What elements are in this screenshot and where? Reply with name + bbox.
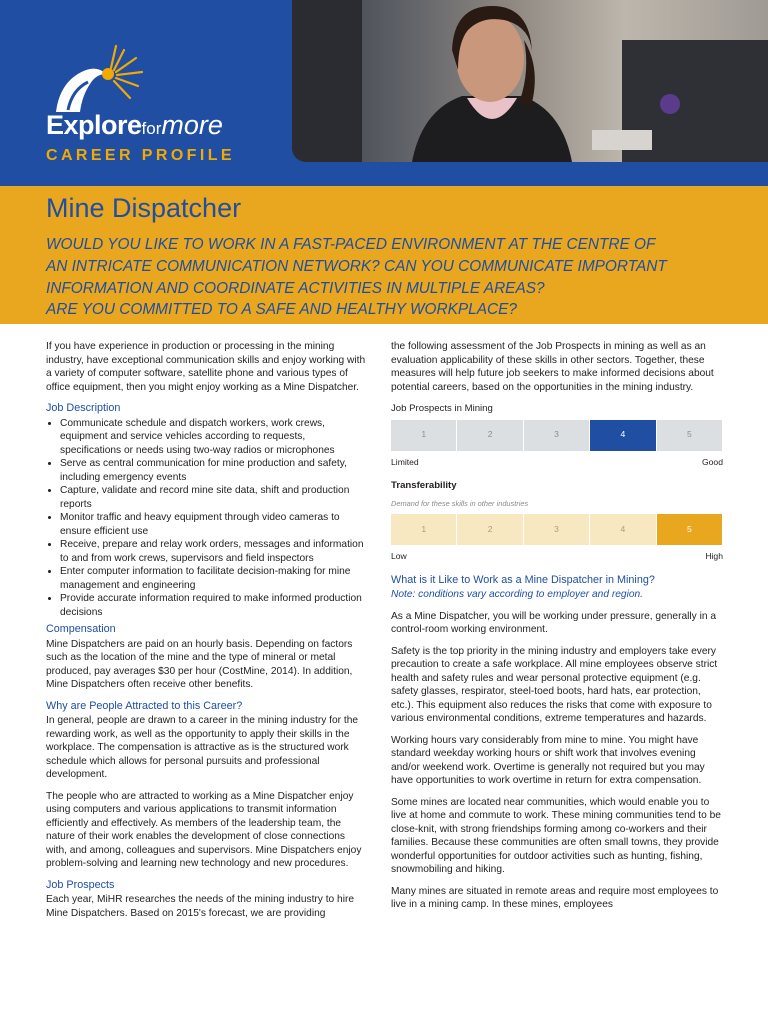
- like-paragraph: As a Mine Dispatcher, you will be working under pressure, generally in a control-room working environment.: [391, 610, 717, 635]
- list-item: • Receive, prepare and relay work orders, messages and information to and from work crews, supervisors and field inspectors: [60, 538, 368, 565]
- scale-low-label: Limited: [391, 456, 419, 467]
- conditions-note: Note: conditions vary according to employer and region.: [391, 589, 643, 600]
- transferability-rating-label: Transferability: [391, 480, 457, 491]
- transferability-scale: [391, 514, 723, 545]
- miner-helmet-icon: [46, 40, 156, 120]
- scale-cell: 4: [590, 514, 656, 545]
- like-paragraph: Safety is the top priority in the mining industry and employers take every precaution to create a safe workplace. All mine employees observe strict health and safety rules and wear personal protective equipment (e.g. safety glasses, respirator, steel-toed boots, hard hats, ear protection, etc.). This equipment also reduces the risks that come with exposure to various environmental conditions, extreme temperatures and hazards.: [391, 645, 718, 724]
- job-prospects-scale: [391, 420, 723, 451]
- list-item: • Provide accurate information required to make informed production decisions: [60, 592, 368, 619]
- brand-wordmark: Exploreformore: [46, 110, 223, 140]
- job-prospects-heading: Job Prospects: [46, 878, 115, 891]
- list-item: • Capture, validate and record mine site data, shift and production reports: [60, 484, 368, 511]
- job-description-list: [46, 417, 368, 620]
- list-item: • Enter computer information to facilitate decision-making for mine management and engineering: [60, 565, 368, 592]
- subtitle-line: WOULD YOU LIKE TO WORK IN A FAST-PACED ENVIRONMENT AT THE CENTRE OF: [46, 236, 656, 253]
- what-is-it-like-heading: What is it Like to Work as a Mine Dispatcher in Mining?: [391, 573, 655, 586]
- why-heading: Why are People Attracted to this Career?: [46, 699, 243, 712]
- job-prospects-scale-ends: [391, 456, 723, 470]
- explore-for-more-logo: [40, 40, 270, 140]
- like-paragraph: Some mines are located near communities, which would enable you to live at home and commute to work. These mining communities tend to be close-knit, with strong friendships forming among co-workers and their families. Because these communities are often small towns, they provide wonderful opportunities for outdoor activities such as hunting, fishing, snowmobiling and hiking.: [391, 796, 721, 875]
- compensation-heading: Compensation: [46, 623, 116, 635]
- intro-paragraph: If you have experience in production or processing in the mining industry, have exceptional communication skills and enjoy working with a variety of computer software, satellite phone and various types of office equipment, then you might enjoy working as a Mine Dispatcher.: [46, 341, 366, 393]
- scale-high-label: Good: [701, 456, 723, 467]
- continued-paragraph: the following assessment of the Job Prospects in mining as well as an evaluation applicability of these skills in other sectors. Together, these measures will help future job seekers to make informed decisions about potential careers, based on the opportunities in the mining industry.: [391, 341, 714, 393]
- scale-cell: 2: [457, 514, 523, 545]
- why-paragraph: The people who are attracted to working as a Mine Dispatcher enjoy using computers and various applications to transmit information efficiently and effectively. As members of the leadership team, the nature of their work enables the development of close connections with, and among, colleagues and supervisors. Mine Dispatchers enjoy problem-solving and learning new technology and new procedures.: [46, 790, 362, 869]
- job-description-heading: Job Description: [46, 402, 121, 414]
- like-paragraph: Working hours vary considerably from mine to mine. You might have standard weekday working hours or shift work that involves evening and/or weekend work. Overtime is generally not required but you may have opportunities to work overtime in return for extra compensation.: [391, 734, 705, 786]
- subtitle-line: AN INTRICATE COMMUNICATION NETWORK? CAN YOU COMMUNICATE IMPORTANT: [46, 257, 667, 275]
- job-prospects-rating-label: Job Prospects in Mining: [391, 403, 493, 414]
- scale-low-label: Low: [391, 551, 407, 561]
- subtitle-line: ARE YOU COMMITTED TO A SAFE AND HEALTHY WORKPLACE?: [46, 301, 517, 319]
- list-item: • Communicate schedule and dispatch workers, work crews, equipment and service vehicles according to requests, specifications or needs using two-way radios or microphones: [60, 417, 368, 458]
- scale-high-label: High: [705, 551, 723, 561]
- scale-cell: 2: [457, 420, 523, 451]
- scale-cell: 1: [391, 420, 457, 451]
- job-prospects-paragraph: Each year, MiHR researches the needs of the mining industry to hire Mine Dispatchers. Based on 2015's forecast, we are providing: [46, 894, 355, 919]
- list-item: • Monitor traffic and heavy equipment through video cameras to ensure efficient use: [60, 511, 368, 538]
- right-column: [391, 340, 723, 920]
- scale-cell: 1: [391, 514, 457, 545]
- page-title: Mine Dispatcher: [46, 193, 242, 223]
- left-column: [46, 340, 368, 928]
- career-profile-label: CAREER PROFILE: [46, 147, 235, 164]
- transferability-scale-ends: [391, 550, 723, 564]
- scale-cell: 3: [524, 420, 590, 451]
- header-band: [0, 0, 768, 186]
- list-item: • Serve as central communication for mine production and safety, including emergency events: [60, 457, 368, 484]
- why-paragraph: In general, people are drawn to a career in the mining industry for the rewarding work, as well as the opportunity to apply their skills in the workplace. The compensation is attractive as is the structured work schedule which allows for personal pursuits and professional development.: [46, 715, 359, 780]
- dispatcher-photo: [292, 0, 768, 162]
- scale-cell: 5: [657, 514, 723, 545]
- scale-cell: 5: [657, 420, 723, 451]
- scale-cell: 4: [590, 420, 656, 451]
- like-paragraph: Many mines are situated in remote areas and require most employees to live in a mining camp. In these mines, employees: [391, 885, 719, 910]
- scale-cell: 3: [524, 514, 590, 545]
- subtitle: [46, 234, 746, 321]
- subtitle-line: INFORMATION AND COORDINATE ACTIVITIES IN MULTIPLE AREAS?: [46, 279, 545, 297]
- transferability-subtitle: Demand for these skills in other industries: [391, 498, 529, 508]
- compensation-paragraph: Mine Dispatchers are paid on an hourly basis. Depending on factors such as the location of the mine and the type of mineral or metal produced, pay averages $30 per hour (CostMine, 2014). In addition, Mine Dispatchers often receive other benefits.: [46, 638, 353, 690]
